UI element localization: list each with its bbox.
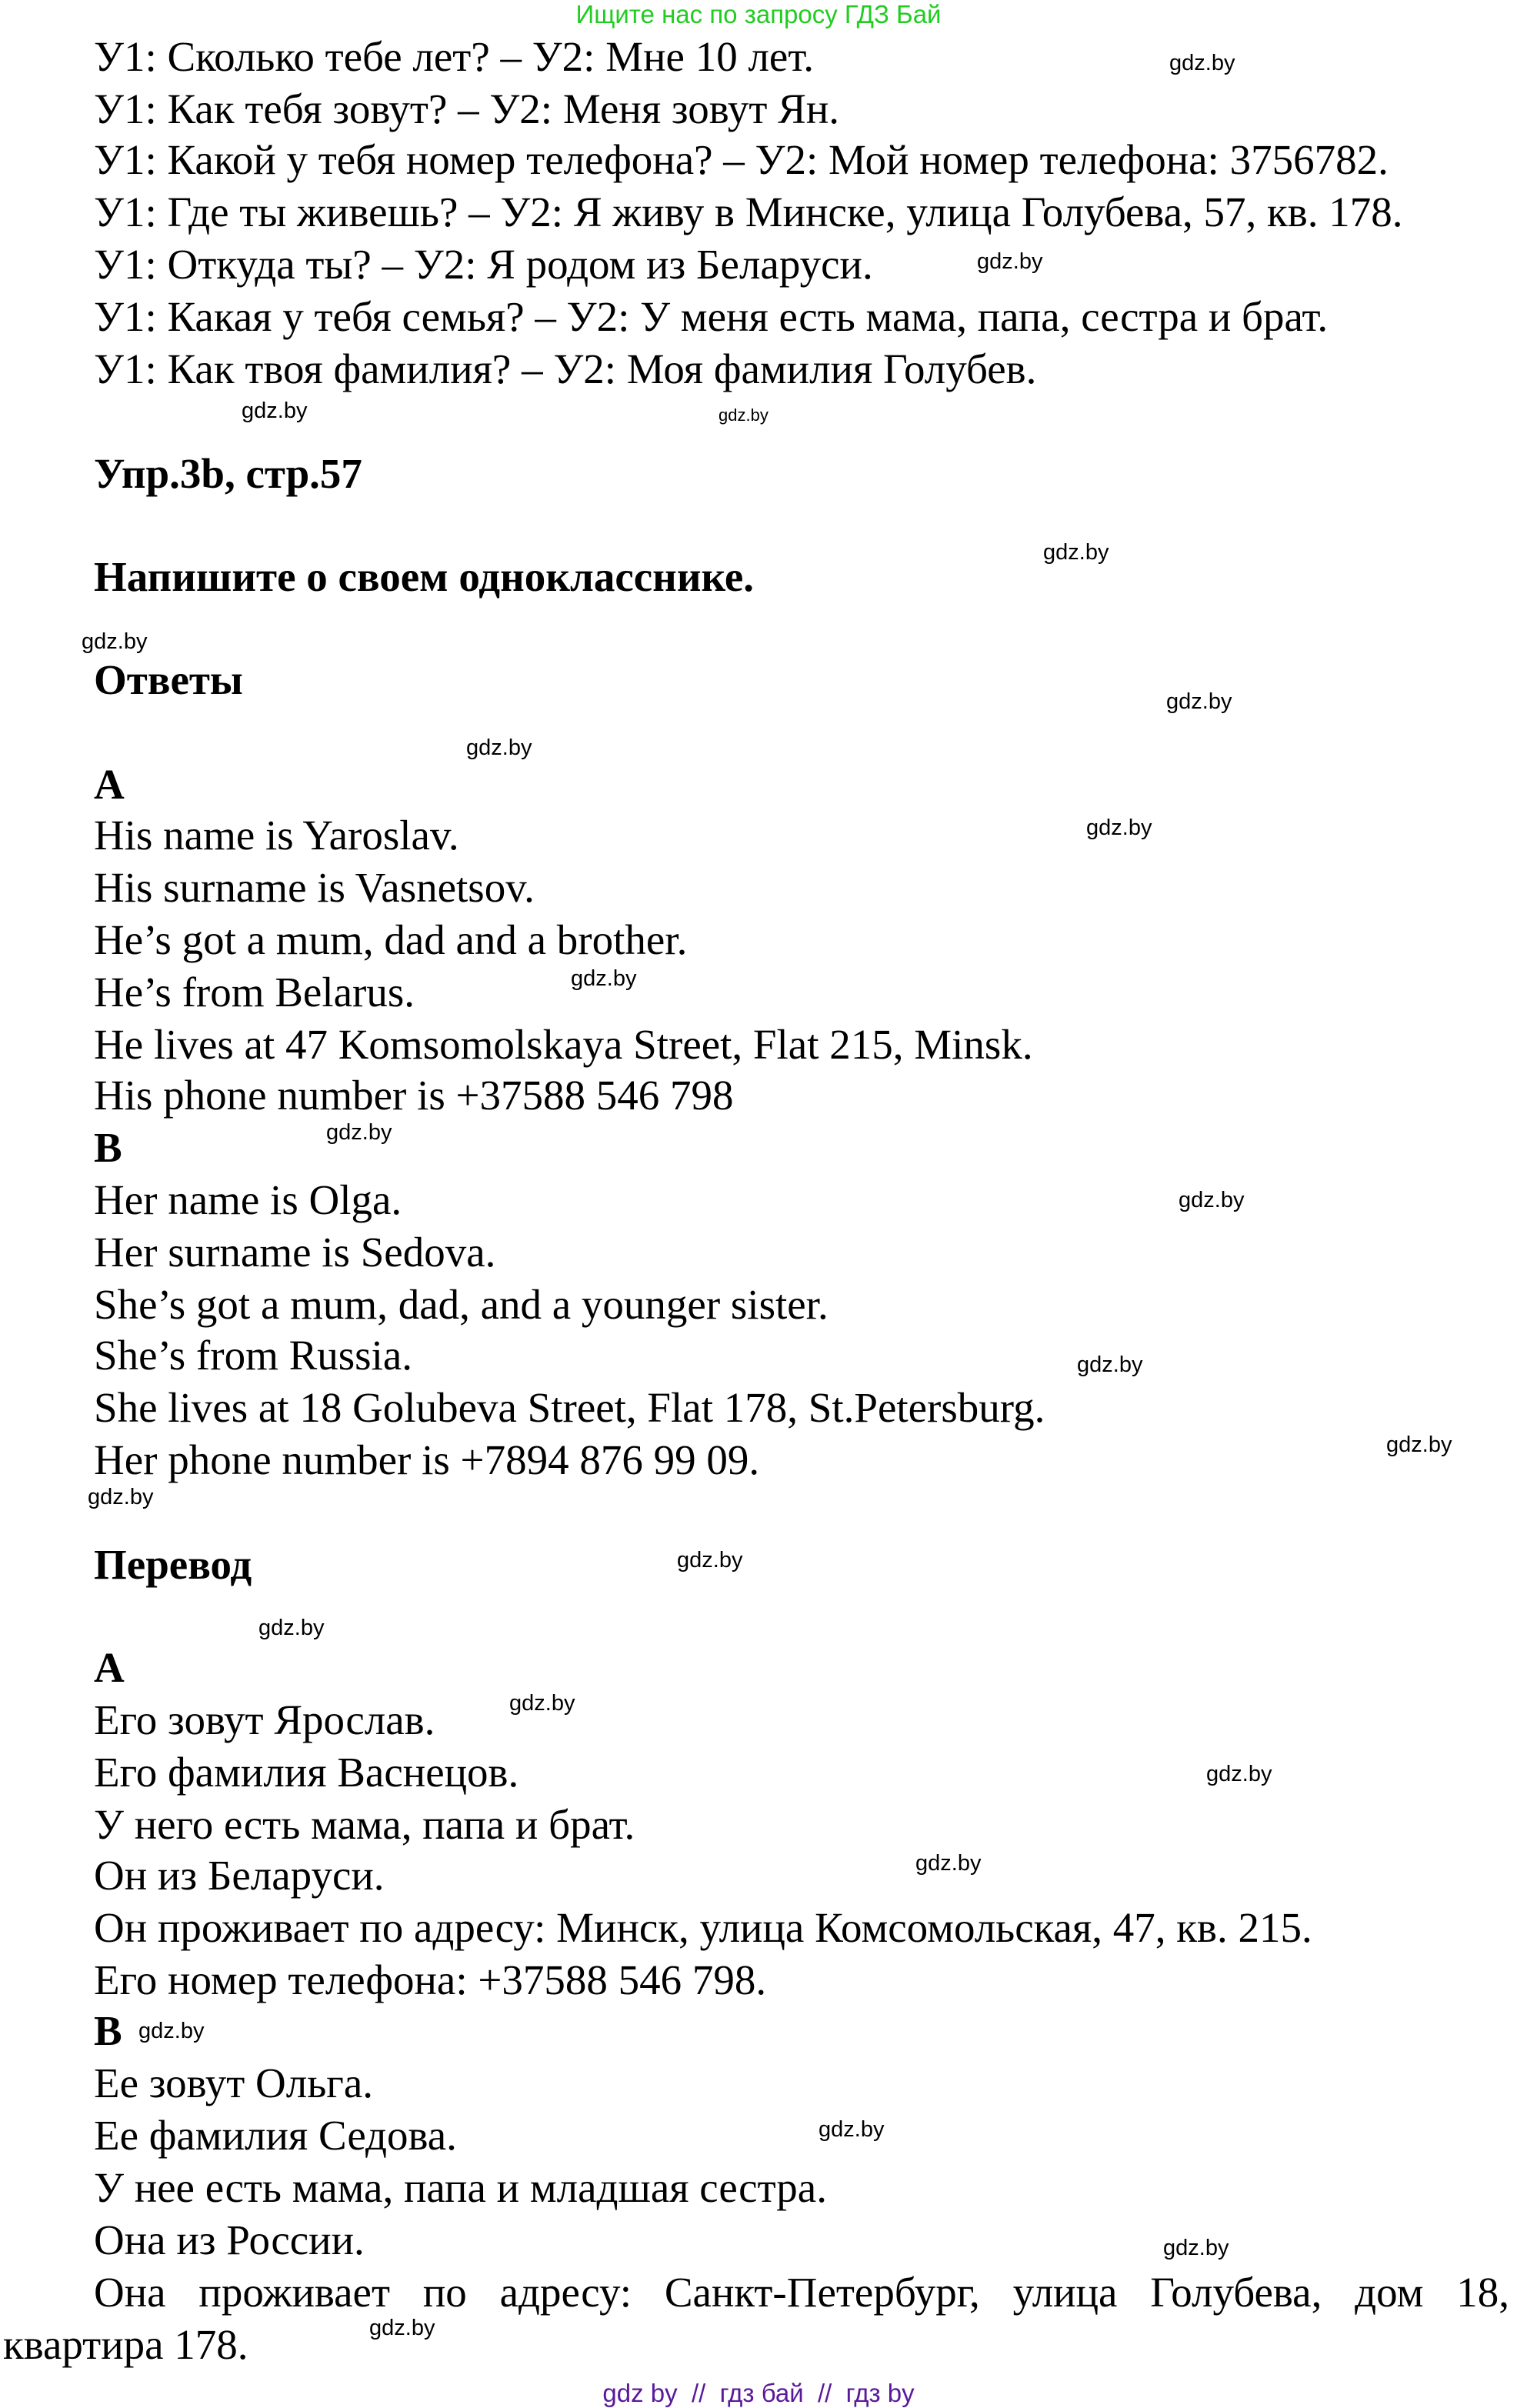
dialogue-line: У1: Как твоя фамилия? – У2: Моя фамилия Голубев. [94,345,1037,392]
translation-a-label: A [94,1644,125,1691]
translation-line: Ее фамилия Седова. [94,2112,457,2159]
answer-line: His name is Yaroslav. [94,812,459,859]
watermark: gdz.by [977,249,1043,274]
watermark: gdz.by [1206,1762,1272,1786]
dialogue-line: У1: Как тебя зовут? – У2: Меня зовут Ян. [94,85,840,132]
answer-a-label: A [94,761,125,808]
dialogue-line: У1: Какой у тебя номер телефона? – У2: Мой номер телефона: 3756782. [94,136,1389,183]
translation-line: Она из России. [94,2216,365,2263]
translation-line: Она проживает по адресу: Санкт-Петербург, улица Голубева, дом 18, [94,2269,1509,2316]
watermark: gdz.by [82,629,148,654]
translation-line: У него есть мама, папа и брат. [94,1801,635,1848]
watermark: gdz.by [677,1548,743,1573]
answer-line: Her surname is Sedova. [94,1229,496,1276]
translation-heading: Перевод [94,1541,252,1588]
watermark: gdz.by [1086,815,1152,840]
dialogue-line: У1: Откуда ты? – У2: Я родом из Беларуси. [94,241,873,288]
translation-line: Он проживает по адресу: Минск, улица Комсомольская, 47, кв. 215. [94,1904,1312,1951]
watermark: gdz.by [1163,2236,1229,2260]
watermark: gdz.by [1166,689,1232,714]
watermark: gdz.by [1386,1432,1452,1457]
watermark: gdz.by [819,2117,885,2142]
watermark: gdz.by [138,2019,205,2043]
answer-b-label: B [94,1124,122,1171]
translation-line: Его фамилия Васнецов. [94,1749,519,1796]
watermark: gdz.by [571,966,637,991]
answer-line: She’s got a mum, dad, and a younger sister. [94,1281,829,1328]
translation-line: У нее есть мама, папа и младшая сестра. [94,2164,827,2211]
watermark: gdz.by [1043,540,1109,565]
watermark: gdz.by [1169,51,1235,75]
watermark: gdz.by [915,1851,982,1876]
answers-heading: Ответы [94,656,243,703]
search-banner: Ищите нас по запросу ГДЗ Бай [575,0,942,28]
watermark: gdz.by [88,1485,154,1509]
footer-links[interactable]: gdz by // гдз бай // гдз by [602,2379,915,2407]
watermark: gdz.by [718,405,769,425]
answer-line: Her phone number is +7894 876 99 09. [94,1436,760,1483]
watermark: gdz.by [466,735,532,760]
answer-line: He lives at 47 Komsomolskaya Street, Flat 215, Minsk. [94,1021,1033,1068]
watermark: gdz.by [369,2316,435,2340]
answer-line: His phone number is +37588 546 798 [94,1072,734,1119]
watermark: gdz.by [1179,1188,1245,1212]
answer-line: His surname is Vasnetsov. [94,864,535,911]
dialogue-line: У1: Какая у тебя семья? – У2: У меня есть мама, папа, сестра и брат. [94,293,1329,340]
answer-line: He’s from Belarus. [94,969,415,1016]
task-text: Напишите о своем однокласснике. [94,553,755,600]
translation-line: Он из Беларуси. [94,1852,385,1899]
watermark: gdz.by [1077,1352,1143,1377]
answer-line: She’s from Russia. [94,1332,413,1379]
translation-line: Его зовут Ярослав. [94,1696,435,1743]
answer-line: Her name is Olga. [94,1176,402,1223]
watermark: gdz.by [326,1120,392,1145]
watermark: gdz.by [242,399,308,423]
dialogue-line: У1: Сколько тебе лет? – У2: Мне 10 лет. [94,33,814,80]
translation-line: Его номер телефона: +37588 546 798. [94,1956,767,2003]
watermark: gdz.by [509,1691,575,1716]
translation-line: квартира 178. [3,2321,248,2368]
watermark: gdz.by [258,1616,325,1640]
dialogue-line: У1: Где ты живешь? – У2: Я живу в Минске, улица Голубева, 57, кв. 178. [94,188,1403,235]
translation-b-label: B [94,2007,122,2054]
answer-line: She lives at 18 Golubeva Street, Flat 178, St.Petersburg. [94,1384,1045,1431]
exercise-title: Упр.3b, стр.57 [94,450,362,497]
translation-line: Ее зовут Ольга. [94,2059,374,2106]
answer-line: He’s got a mum, dad and a brother. [94,916,688,963]
